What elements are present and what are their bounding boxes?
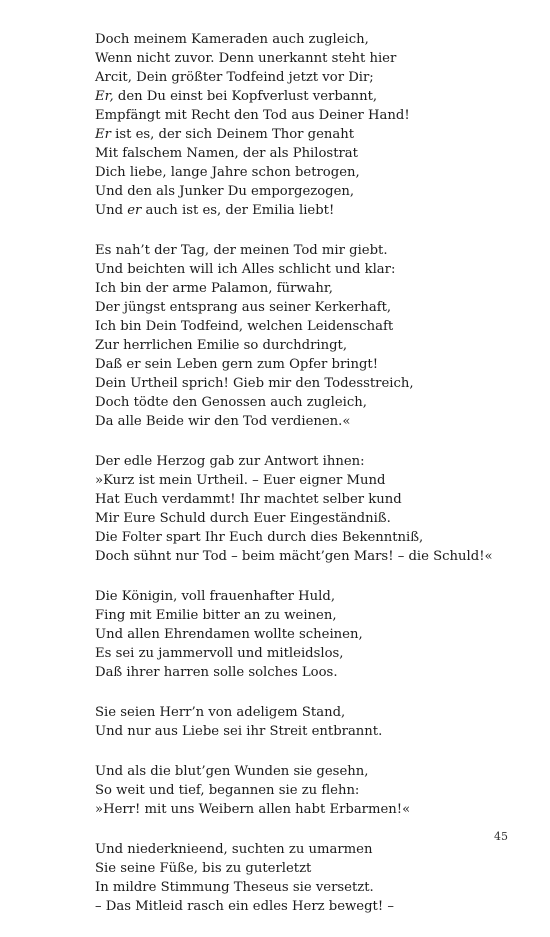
verse-text: Es sei zu jammervoll und mitleidslos, (95, 646, 344, 661)
stanza (95, 587, 515, 682)
verse-line (95, 490, 515, 509)
verse-line (95, 663, 515, 682)
verse-line (95, 355, 515, 374)
verse-line (95, 412, 515, 431)
stanza (95, 703, 515, 741)
verse-line (95, 703, 515, 722)
verse-line (95, 336, 515, 355)
verse-text: »Kurz ist mein Urtheil. – Euer eigner Mund (95, 473, 386, 488)
verse-line (95, 279, 515, 298)
verse-text: Zur herrlichen Emilie so durchdringt, (95, 338, 348, 353)
verse-line (95, 68, 515, 87)
verse-text: Daß er sein Leben gern zum Opfer bringt! (95, 357, 379, 372)
verse-text: Und den als Junker Du emporgezogen, (95, 184, 355, 199)
verse-text: So weit und tief, begannen sie zu flehn: (95, 783, 360, 798)
verse-text: In mildre Stimmung Theseus sie versetzt. (95, 880, 374, 895)
verse-line (95, 106, 515, 125)
verse-text: Und beichten will ich Alles schlicht und klar: (95, 262, 396, 277)
verse-text: Empfängt mit Recht den Tod aus Deiner Hand! (95, 108, 410, 123)
poem-text (95, 30, 515, 937)
verse-line (95, 762, 515, 781)
verse-line (95, 374, 515, 393)
verse-text: Es nah’t der Tag, der meinen Tod mir giebt. (95, 243, 388, 258)
verse-text: Hat Euch verdammt! Ihr machtet selber kund (95, 492, 402, 507)
verse-text: Die Folter spart Ihr Euch durch dies Bekenntniß, (95, 530, 424, 545)
verse-line (95, 241, 515, 260)
emphasized-word: Er (95, 127, 111, 142)
verse-text: Ich bin der arme Palamon, fürwahr, (95, 281, 333, 296)
verse-text: Mir Eure Schuld durch Euer Eingeständniß. (95, 511, 391, 526)
verse-text: Dich liebe, lange Jahre schon betrogen, (95, 165, 360, 180)
verse-line (95, 49, 515, 68)
verse-text: Fing mit Emilie bitter an zu weinen, (95, 608, 337, 623)
emphasized-word: Er, (95, 89, 114, 104)
verse-line (95, 201, 515, 220)
stanza (95, 30, 515, 220)
verse-text: Ich bin Dein Todfeind, welchen Leidenschaft (95, 319, 394, 334)
verse-text: Und niederknieend, suchten zu umarmen (95, 842, 373, 857)
verse-text: Die Königin, voll frauenhafter Huld, (95, 589, 336, 604)
verse-text: Daß ihrer harren solle solches Loos. (95, 665, 338, 680)
verse-text: – Das Mitleid rasch ein edles Herz bewegt! – (95, 899, 394, 914)
verse-line (95, 393, 515, 412)
verse-line (95, 144, 515, 163)
stanza (95, 840, 515, 916)
verse-line (95, 625, 515, 644)
verse-line (95, 471, 515, 490)
stanza (95, 762, 515, 819)
verse-text: Und als die blut’gen Wunden sie gesehn, (95, 764, 369, 779)
verse-line (95, 722, 515, 741)
verse-line (95, 897, 515, 916)
verse-line (95, 800, 515, 819)
verse-text: Da alle Beide wir den Tod verdienen.« (95, 414, 351, 429)
verse-text: den Du einst bei Kopfverlust verbannt, (113, 89, 378, 104)
verse-text: Sie seien Herr’n von adeligem Stand, (95, 705, 346, 720)
verse-line (95, 878, 515, 897)
verse-line (95, 163, 515, 182)
verse-line (95, 452, 515, 471)
verse-text: Und allen Ehrendamen wollte scheinen, (95, 627, 363, 642)
verse-text: Wenn nicht zuvor. Denn unerkannt steht hier (95, 51, 397, 66)
verse-line (95, 644, 515, 663)
verse-line (95, 87, 515, 106)
verse-text: ist es, der sich Deinem Thor genaht (110, 127, 355, 142)
verse-line (95, 317, 515, 336)
verse-line (95, 587, 515, 606)
verse-text: Der jüngst entsprang aus seiner Kerkerhaft, (95, 300, 392, 315)
verse-text: Mit falschem Namen, der als Philostrat (95, 146, 358, 161)
verse-line (95, 840, 515, 859)
verse-line (95, 509, 515, 528)
verse-line (95, 547, 515, 566)
verse-text: Und (95, 203, 128, 218)
verse-line (95, 859, 515, 878)
verse-text: Arcit, Dein größter Todfeind jetzt vor Dir; (95, 70, 374, 85)
verse-line (95, 260, 515, 279)
verse-line (95, 30, 515, 49)
verse-text: Und nur aus Liebe sei ihr Streit entbrannt. (95, 724, 383, 739)
verse-line (95, 298, 515, 317)
verse-line (95, 781, 515, 800)
verse-text: Der edle Herzog gab zur Antwort ihnen: (95, 454, 365, 469)
emphasized-word: er (127, 203, 142, 218)
stanza (95, 241, 515, 431)
verse-line (95, 125, 515, 144)
verse-text: Doch meinem Kameraden auch zugleich, (95, 32, 369, 47)
verse-text: Doch tödte den Genossen auch zugleich, (95, 395, 367, 410)
verse-text: auch ist es, der Emilia liebt! (141, 203, 335, 218)
verse-line (95, 528, 515, 547)
verse-text: Dein Urtheil sprich! Gieb mir den Todesstreich, (95, 376, 414, 391)
verse-text: »Herr! mit uns Weibern allen habt Erbarmen!« (95, 802, 411, 817)
page-number: 45 (494, 830, 508, 843)
stanza (95, 452, 515, 566)
verse-line (95, 182, 515, 201)
verse-line (95, 606, 515, 625)
verse-text: Sie seine Füße, bis zu guterletzt (95, 861, 312, 876)
verse-text: Doch sühnt nur Tod – beim mächt’gen Mars! – die Schuld!« (95, 549, 493, 564)
